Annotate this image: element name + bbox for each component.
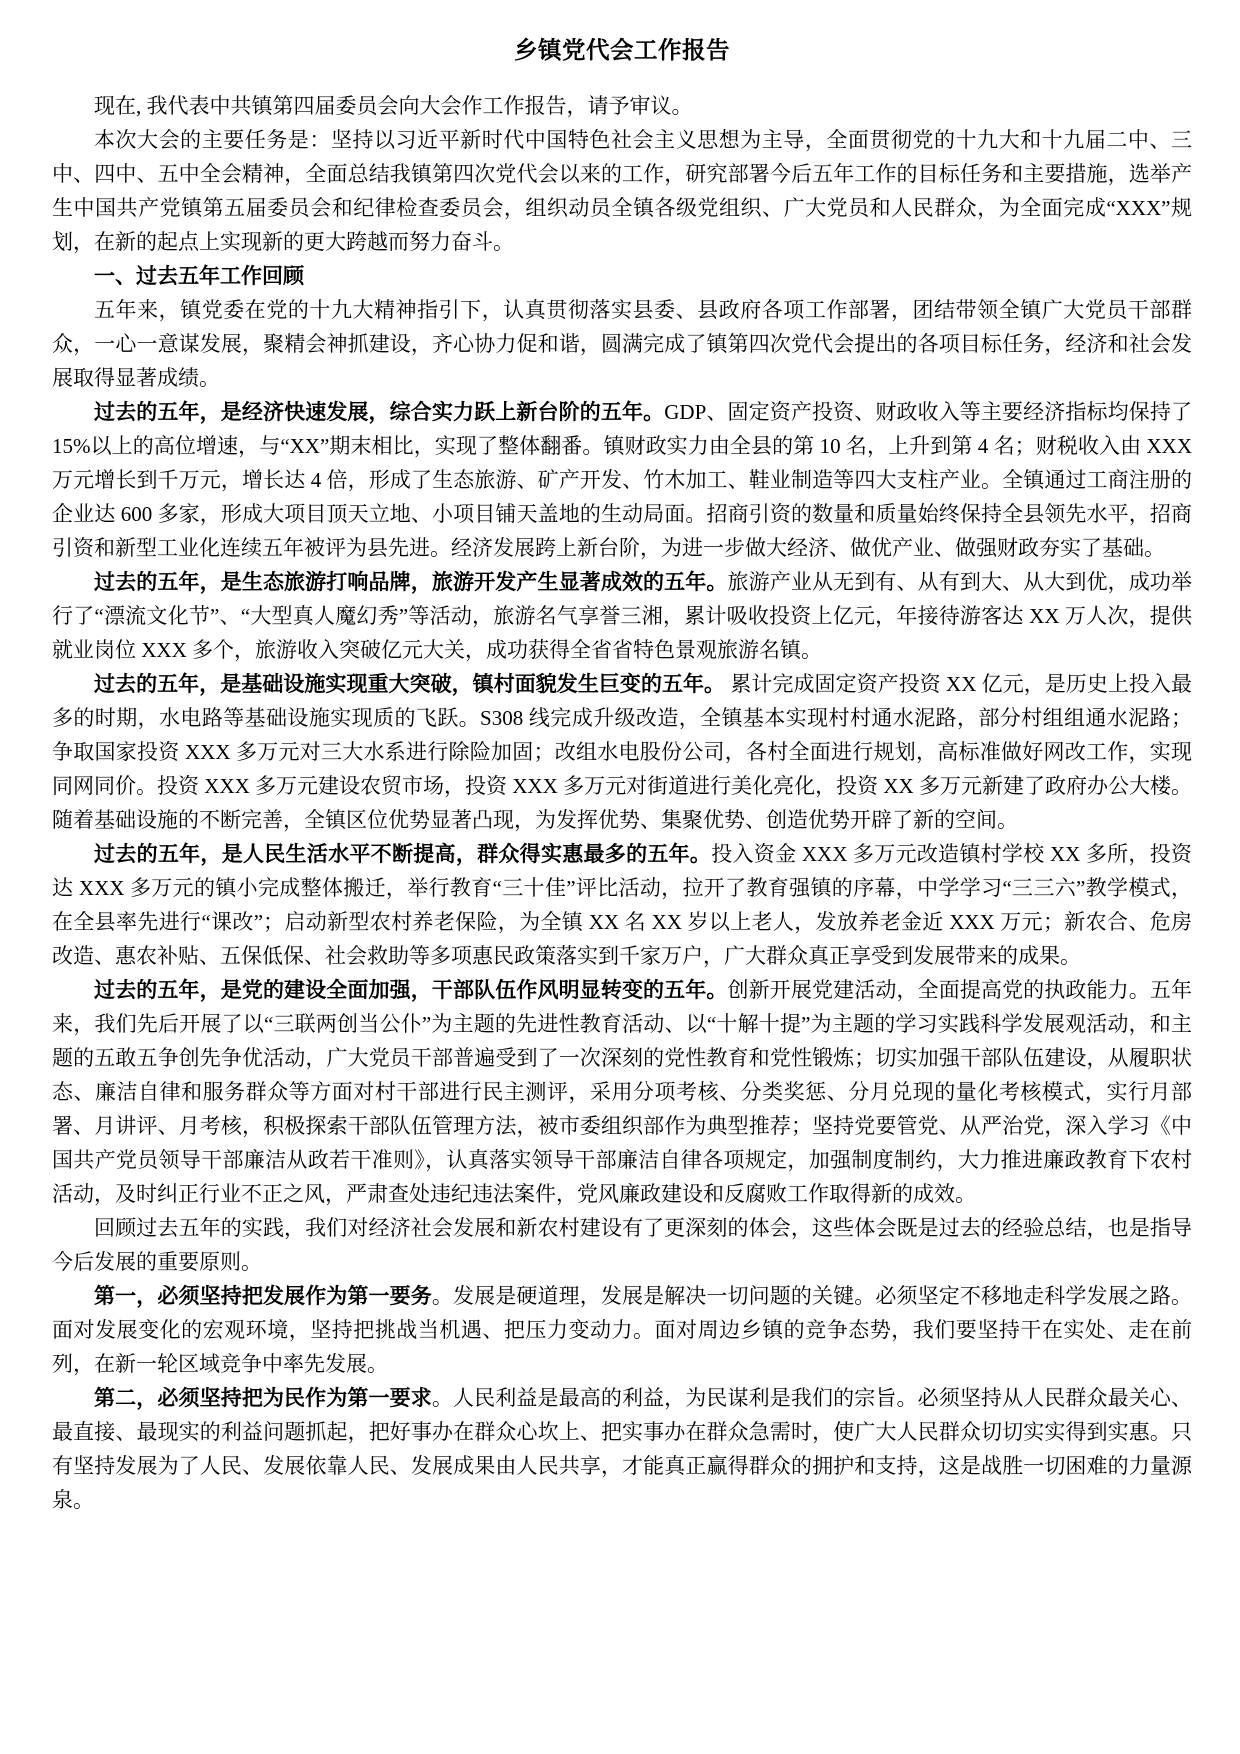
paragraph-opening: 现在, 我代表中共镇第四届委员会向大会作工作报告，请予审议。 (94, 93, 693, 118)
paragraph-livelihood-body: 投入资金 XXX 多万元改造镇村学校 XX 多所，投资达 XXX 多万元的镇小完成整体搬迁，举行教育“三十佳”评比活动，拉开了教育强镇的序幕，中学学习“三三六”教学模式，在全县率先进行“课改”；启动新型农村养老保险，为全镇 XX 名 XX 岁以上老人，发放养老金近 XXX 万元；新农合、危房改造、惠农补贴、五保低保、社会救助等多项惠民政策落实到千家万户，广大群众真正享受到发展带来的成果。 (52, 841, 1192, 968)
paragraph-tourism-body: 旅游产业从无到有、从有到大、从大到优，成功举行了“漂流文化节”、“大型真人魔幻秀”等活动，旅游名气享誉三湘，累计吸收投资上亿元，年接待游客达 XX 万人次，提供就业岗位 XXX 多个，旅游收入突破亿元大关，成功获得全省省特色景观旅游名镇。 (52, 569, 1192, 662)
paragraph-livelihood-lead: 过去的五年，是人民生活水平不断提高，群众得实惠最多的五年。 (94, 841, 712, 866)
paragraph-economy-lead: 过去的五年，是经济快速发展，综合实力跃上新台阶的五年。 (94, 399, 665, 424)
paragraph-livelihood (52, 837, 1192, 973)
paragraph-principle-second-body: 。人民利益是最高的利益，为民谋利是我们的宗旨。必须坚持从人民群众最关心、最直接、最现实的利益问题抓起，把好事办在群众心坎上、把实事办在群众急需时，使广大人民群众切切实实得到实惠。只有坚持发展为了人民、发展依靠人民、发展成果由人民共享，才能真正赢得群众的拥护和支持，这是战胜一切困难的力量源泉。 (52, 1386, 1193, 1513)
paragraph-principle-first-body: 。发展是硬道理，发展是解决一切问题的关键。必须坚定不移地走科学发展之路。面对发展变化的宏观环境，坚持把挑战当机遇、把压力变动力。面对周边乡镇的竞争态势，我们要坚持干在实处、走在前列，在新一轮区域竞争中率先发展。 (52, 1284, 1193, 1377)
section-heading-review: 一、过去五年工作回顾 (94, 263, 304, 288)
paragraph-tourism-lead: 过去的五年，是生态旅游打响品牌，旅游开发产生显著成效的五年。 (94, 569, 728, 594)
paragraph-main-tasks: 本次大会的主要任务是：坚持以习近平新时代中国特色社会主义思想为主导，全面贯彻党的十九大和十九届二中、三中、四中、五中全会精神，全面总结我镇第四次党代会以来的工作，研究部署今后五年工作的目标任务和主要措施，选举产生中国共产党镇第五届委员会和纪律检查委员会，组织动员全镇各级党组织、广大党员和人民群众，为全面完成“XXX”规划，在新的起点上实现新的更大跨越而努力奋斗。 (52, 127, 1192, 254)
paragraph-party-building (52, 973, 1192, 1211)
paragraph-infrastructure-body: 累计完成固定资产投资 XX 亿元，是历史上投入最多的时期，水电路等基础设施实现质的飞跃。S308 线完成升级改造，全镇基本实现村村通水泥路，部分村组组通水泥路；争取国家投资 XXX 多万元对三大水系进行除险加固；改组水电股份公司，各村全面进行规划，高标准做好网改工作，实现同网同价。投资 XXX 多万元建设农贸市场，投资 XXX 多万元对街道进行美化亮化，投资 XX 多万元新建了政府办公大楼。随着基础设施的不断完善，全镇区位优势显著凸现，为发挥优势、集聚优势、创造优势开辟了新的空间。 (52, 671, 1192, 832)
paragraph-principle-first (52, 1279, 1192, 1381)
paragraph-infrastructure-lead: 过去的五年，是基础设施实现重大突破，镇村面貌发生巨变的五年。 (94, 671, 726, 696)
paragraph-principle-second (52, 1381, 1192, 1517)
paragraph-party-building-lead: 过去的五年，是党的建设全面加强，干部队伍作风明显转变的五年。 (94, 977, 728, 1002)
paragraph-five-year-summary: 五年来，镇党委在党的十九大精神指引下，认真贯彻落实县委、县政府各项工作部署，团结带领全镇广大党员干部群众，一心一意谋发展，聚精会神抓建设，齐心协力促和谐，圆满完成了镇第四次党代会提出的各项目标任务，经济和社会发展取得显著成绩。 (52, 297, 1192, 390)
paragraph-tourism (52, 565, 1192, 667)
paragraph-infrastructure (52, 667, 1192, 837)
paragraph-economy (52, 395, 1192, 565)
page-title: 乡镇党代会工作报告 (514, 38, 730, 64)
paragraph-experience: 回顾过去五年的实践，我们对经济社会发展和新农村建设有了更深刻的体会，这些体会既是过去的经验总结，也是指导今后发展的重要原则。 (52, 1216, 1192, 1275)
paragraph-principle-second-lead: 第二，必须坚持把为民作为第一要求 (94, 1386, 432, 1411)
paragraph-economy-body: GDP、固定资产投资、财政收入等主要经济指标均保持了 15%以上的高位增速，与“XX”期末相比，实现了整体翻番。镇财政实力由全县的第 10 名，上升到第 4 名；财税收入由 XXX 万元增长到千万元，增长达 4 倍，形成了生态旅游、矿产开发、竹木加工、鞋业制造等四大支柱产业。全镇通过工商注册的企业达 600 多家，形成大项目顶天立地、小项目铺天盖地的生动局面。招商引资的数量和质量始终保持全县领先水平，招商引资和新型工业化连续五年被评为县先进。经济发展跨上新台阶，为进一步做大经济、做优产业、做强财政夯实了基础。 (52, 399, 1192, 560)
paragraph-party-building-body: 创新开展党建活动，全面提高党的执政能力。五年来，我们先后开展了以“三联两创当公仆”为主题的先进性教育活动、以“十解十提”为主题的学习实践科学发展观活动，和主题的五敢五争创先争优活动，广大党员干部普遍受到了一次深刻的党性教育和党性锻炼；切实加强干部队伍建设，从履职状态、廉洁自律和服务群众等方面对村干部进行民主测评，采用分项考核、分类奖惩、分月兑现的量化考核模式，实行月部署、月讲评、月考核，积极探索干部队伍管理方法，被市委组织部作为典型推荐；坚持党要管党、从严治党，深入学习《中国共产党员领导干部廉洁从政若干准则》，认真落实领导干部廉洁自律各项规定，加强制度制约，大力推进廉政教育下农村活动，及时纠正行业不正之风，严肃查处违纪违法案件，党风廉政建设和反腐败工作取得新的成效。 (52, 977, 1192, 1207)
paragraph-principle-first-lead: 第一，必须坚持把发展作为第一要务 (94, 1284, 432, 1309)
